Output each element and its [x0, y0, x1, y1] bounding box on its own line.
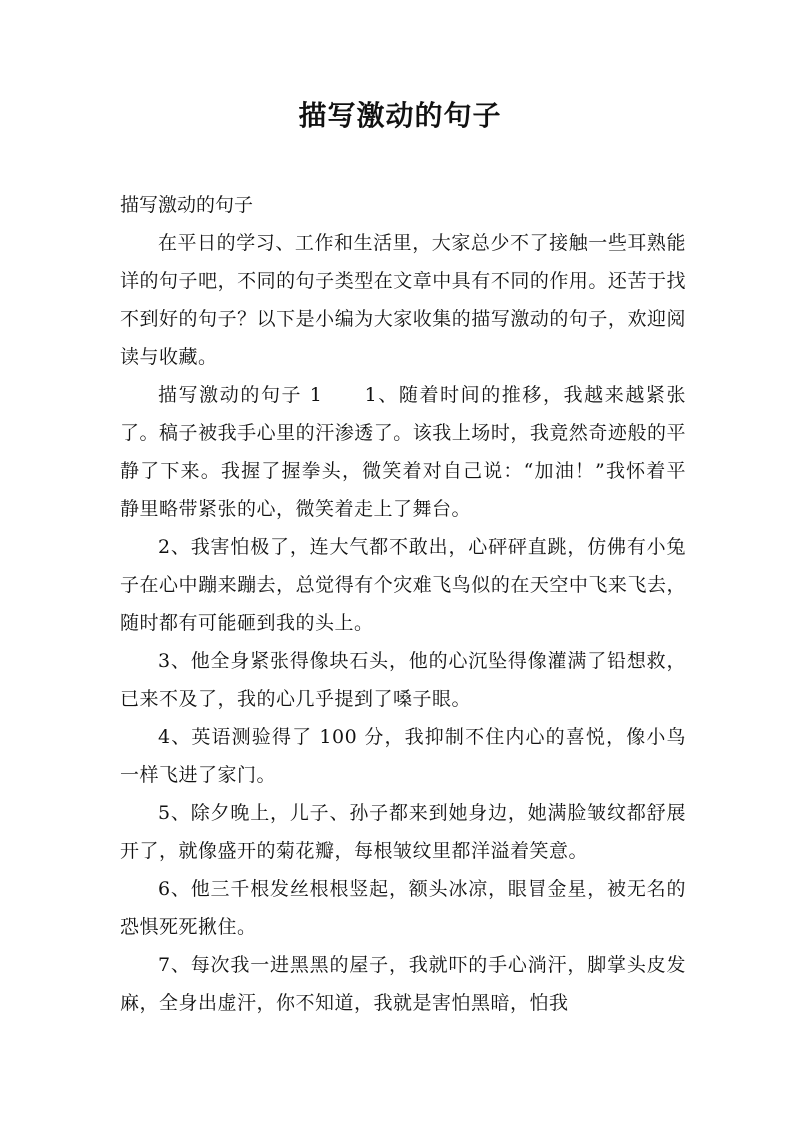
paragraph-sentence-7: 7、每次我一进黑黑的屋子，我就吓的手心淌汗，脚掌头皮发麻，全身出虚汗，你不知道，我就是害怕黑暗，怕我: [120, 954, 686, 1014]
document-body: [120, 186, 686, 1022]
paragraph-sentence-5: 5、除夕晚上，儿子、孙子都来到她身边，她满脸皱纹都舒展开了，就像盛开的菊花瓣，每根皱纹里都洋溢着笑意。: [120, 802, 686, 862]
paragraph-sentence-3: 3、他全身紧张得像块石头，他的心沉坠得像灌满了铅想救，已来不及了，我的心几乎提到了嗓子眼。: [120, 650, 686, 710]
paragraph-sentence-4: 4、英语测验得了 100 分，我抑制不住内心的喜悦，像小鸟一样飞进了家门。: [120, 726, 686, 786]
document-subheading: 描写激动的句子: [120, 194, 254, 216]
paragraph-sentence-2: 2、我害怕极了，连大气都不敢出，心砰砰直跳，仿佛有小兔子在心中蹦来蹦去，总觉得有个灾难飞鸟似的在天空中飞来飞去，随时都有可能砸到我的头上。: [120, 536, 686, 634]
paragraph-sentence-6: 6、他三千根发丝根根竖起，额头冰凉，眼冒金星，被无名的恐惧死死揪住。: [120, 878, 686, 938]
paragraph-sentence-1: 描写激动的句子 1 1、随着时间的推移，我越来越紧张了。稿子被我手心里的汗渗透了。该我上场时，我竟然奇迹般的平静了下来。我握了握拳头，微笑着对自己说：“加油！”我怀着平静里略带紧张的心，微笑着走上了舞台。: [120, 384, 686, 520]
paragraph-intro: 在平日的学习、工作和生活里，大家总少不了接触一些耳熟能详的句子吧，不同的句子类型在文章中具有不同的作用。还苦于找不到好的句子？以下是小编为大家收集的描写激动的句子，欢迎阅读与收藏。: [120, 232, 686, 368]
document-title: 描写激动的句子: [298, 99, 502, 132]
